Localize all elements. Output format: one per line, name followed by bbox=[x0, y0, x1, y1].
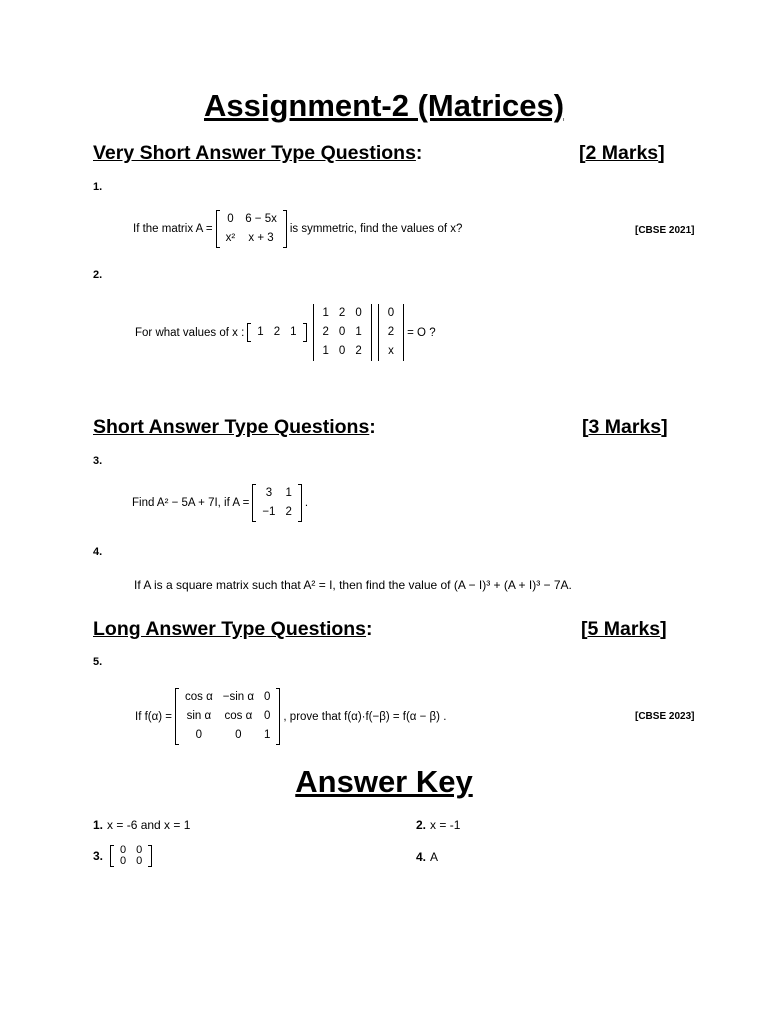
question-2-prefix: For what values of x : bbox=[135, 326, 245, 339]
question-5-matrix: cos α −sin α 0 sin α cos α 0 0 0 1 bbox=[175, 688, 280, 745]
question-4: If A is a square matrix such that A² = I, then find the value of (A − I)³ + (A + I)³ − 7A. bbox=[134, 578, 572, 592]
section-title-short: Short Answer Type Questions: bbox=[93, 416, 376, 438]
question-1-matrix: 0 6 − 5x x² x + 3 bbox=[216, 210, 287, 248]
answer-key-title: Answer Key bbox=[295, 764, 473, 799]
question-1-number: 1. bbox=[93, 181, 103, 193]
question-2-suffix: = O ? bbox=[407, 326, 436, 339]
question-2-col-matrix: 0 2 x bbox=[378, 304, 404, 361]
answer-2 bbox=[416, 818, 460, 832]
question-5-prefix: If f(α) = bbox=[135, 710, 172, 723]
section-marks-short: [3 Marks] bbox=[582, 416, 668, 438]
question-3 bbox=[132, 484, 308, 522]
answer-2-number: 2. bbox=[416, 818, 427, 832]
page-title: Assignment-2 (Matrices) bbox=[203, 88, 565, 123]
question-2-matrix: 1 2 0 2 0 1 1 0 2 bbox=[313, 304, 372, 361]
question-1-suffix: is symmetric, find the values of x? bbox=[289, 223, 463, 235]
question-5-suffix: , prove that f(α)·f(−β) = f(α − β) . bbox=[283, 710, 447, 723]
question-4-number: 4. bbox=[93, 546, 103, 558]
question-3-number: 3. bbox=[93, 455, 103, 467]
answer-1-number: 1. bbox=[93, 818, 104, 832]
answer-3 bbox=[93, 845, 155, 867]
question-2-row-matrix: 1 2 1 bbox=[247, 323, 306, 342]
question-3-suffix: . bbox=[304, 497, 309, 509]
question-1 bbox=[133, 210, 462, 248]
answer-2-text: x = -1 bbox=[430, 818, 461, 832]
question-5-number: 5. bbox=[93, 656, 103, 668]
section-title-long: Long Answer Type Questions: bbox=[93, 618, 373, 640]
answer-3-number: 3. bbox=[93, 849, 104, 863]
answer-4 bbox=[416, 850, 438, 864]
question-5-source: [CBSE 2023] bbox=[635, 711, 695, 722]
section-marks-long: [5 Marks] bbox=[581, 618, 667, 640]
question-5 bbox=[135, 688, 446, 745]
answer-1-text: x = -6 and x = 1 bbox=[107, 818, 191, 832]
section-title-very-short: Very Short Answer Type Questions: bbox=[93, 142, 423, 164]
answer-4-number: 4. bbox=[416, 850, 427, 864]
answer-4-text: A bbox=[430, 850, 439, 864]
question-1-source: [CBSE 2021] bbox=[635, 225, 695, 236]
answer-1 bbox=[93, 818, 190, 832]
section-marks-very-short: [2 Marks] bbox=[579, 142, 665, 164]
question-3-prefix: Find A² − 5A + 7I, if A = bbox=[132, 497, 250, 509]
question-3-matrix: 3 1 −1 2 bbox=[252, 484, 302, 522]
question-2 bbox=[135, 304, 436, 361]
question-1-prefix: If the matrix A = bbox=[133, 223, 213, 235]
question-2-number: 2. bbox=[93, 269, 103, 281]
answer-3-matrix: 0 0 0 0 bbox=[110, 845, 152, 867]
